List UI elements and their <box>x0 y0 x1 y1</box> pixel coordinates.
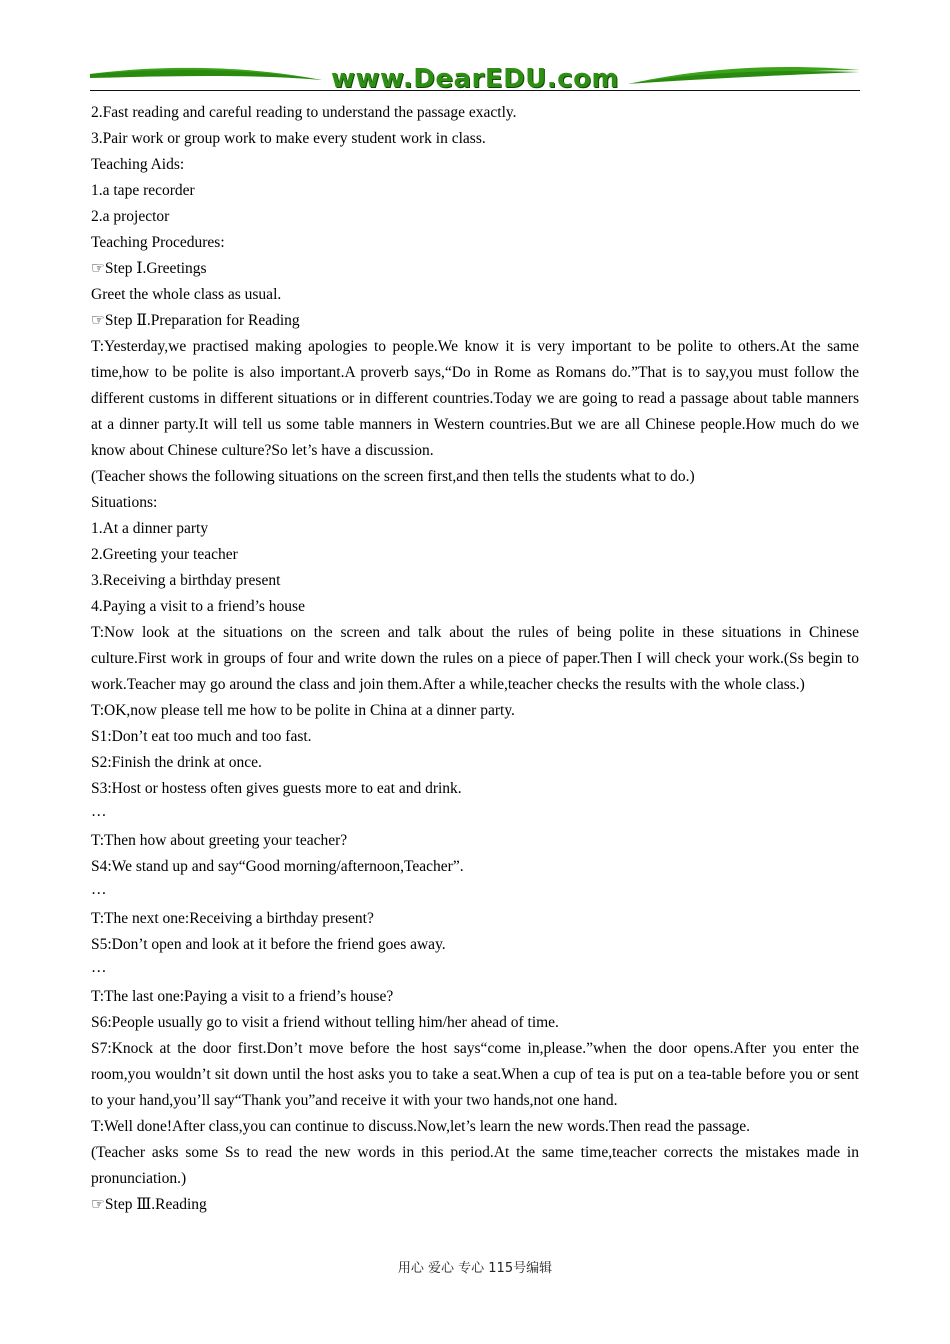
ellipsis: … <box>91 959 108 976</box>
site-logo-text: www.DearEDU.com <box>330 64 620 94</box>
list-item: 1.a tape recorder <box>91 182 195 199</box>
dialogue-line: S3:Host or hostess often gives guests more to eat and drink. <box>91 780 462 797</box>
dialogue-line: S5:Don’t open and look at it before the friend goes away. <box>91 936 446 953</box>
ellipsis: … <box>91 803 108 820</box>
step-heading: ☞Step Ⅰ.Greetings <box>91 260 207 277</box>
section-heading: Situations: <box>91 494 158 511</box>
list-item: 2.a projector <box>91 208 170 225</box>
dialogue-line: S2:Finish the drink at once. <box>91 754 262 771</box>
dialogue-line: T:Well done!After class,you can continue to discuss.Now,let’s learn the new words.Then read the passage. <box>91 1118 750 1135</box>
text-line: 3.Pair work or group work to make every student work in class. <box>91 130 486 147</box>
dialogue-line: S1:Don’t eat too much and too fast. <box>91 728 312 745</box>
list-item: 4.Paying a visit to a friend’s house <box>91 598 305 615</box>
dialogue-line: S4:We stand up and say“Good morning/afternoon,Teacher”. <box>91 858 464 875</box>
text-line: (Teacher shows the following situations on the screen first,and then tells the students what to do.) <box>91 468 695 485</box>
dialogue-line: T:Then how about greeting your teacher? <box>91 832 348 849</box>
text-line: Greet the whole class as usual. <box>91 286 282 303</box>
list-item: 3.Receiving a birthday present <box>91 572 281 589</box>
list-item: 2.Greeting your teacher <box>91 546 238 563</box>
section-heading: Teaching Procedures: <box>91 234 225 251</box>
dialogue-line: T:The next one:Receiving a birthday present? <box>91 910 374 927</box>
dialogue-line: S6:People usually go to visit a friend without telling him/her ahead of time. <box>91 1014 559 1031</box>
text-line: 2.Fast reading and careful reading to understand the passage exactly. <box>91 104 517 121</box>
list-item: 1.At a dinner party <box>91 520 209 537</box>
dialogue-line: T:The last one:Paying a visit to a friend’s house? <box>91 988 394 1005</box>
paragraph: T:Now look at the situations on the screen and talk about the rules of being polite in these situations in Chinese culture.First work in groups of four and write down the rules on a piece of paper.Then I will check your work.(Ss begin to work.Teacher may go around the class and join them.After a while,teacher checks the results with the whole class.) <box>91 624 859 693</box>
paragraph: S7:Knock at the door first.Don’t move before the host says“come in,please.”when the door opens.After you enter the room,you wouldn’t sit down until the host asks you to take a seat.When a cup of tea is put on a tea-table before you or sent to your hand,you’ll say“Thank you”and receive it with your two hands,not one hand. <box>91 1040 859 1109</box>
dialogue-line: T:OK,now please tell me how to be polite in China at a dinner party. <box>91 702 515 719</box>
ellipsis: … <box>91 881 108 898</box>
step-heading: ☞Step Ⅲ.Reading <box>91 1196 207 1213</box>
document-body <box>91 100 859 1218</box>
page-footer: 用心 爱心 专心 115号编辑 <box>397 1261 553 1276</box>
step-heading: ☞Step Ⅱ.Preparation for Reading <box>91 312 300 329</box>
paragraph: T:Yesterday,we practised making apologies to people.We know it is very important to be polite to others.At the same time,how to be polite is also important.A proverb says,“Do in Rome as Romans do.”That is to say,you must follow the different customs in different situations or in different countries.Today we are going to read a passage about table manners at a dinner party.It will tell us some table manners in Western countries.But we are all Chinese people.How much do we know about Chinese culture?So let’s have a discussion. <box>91 338 859 459</box>
paragraph: (Teacher asks some Ss to read the new words in this period.At the same time,teacher corrects the mistakes made in pronunciation.) <box>91 1144 859 1187</box>
section-heading: Teaching Aids: <box>91 156 185 173</box>
header-divider <box>90 90 860 91</box>
